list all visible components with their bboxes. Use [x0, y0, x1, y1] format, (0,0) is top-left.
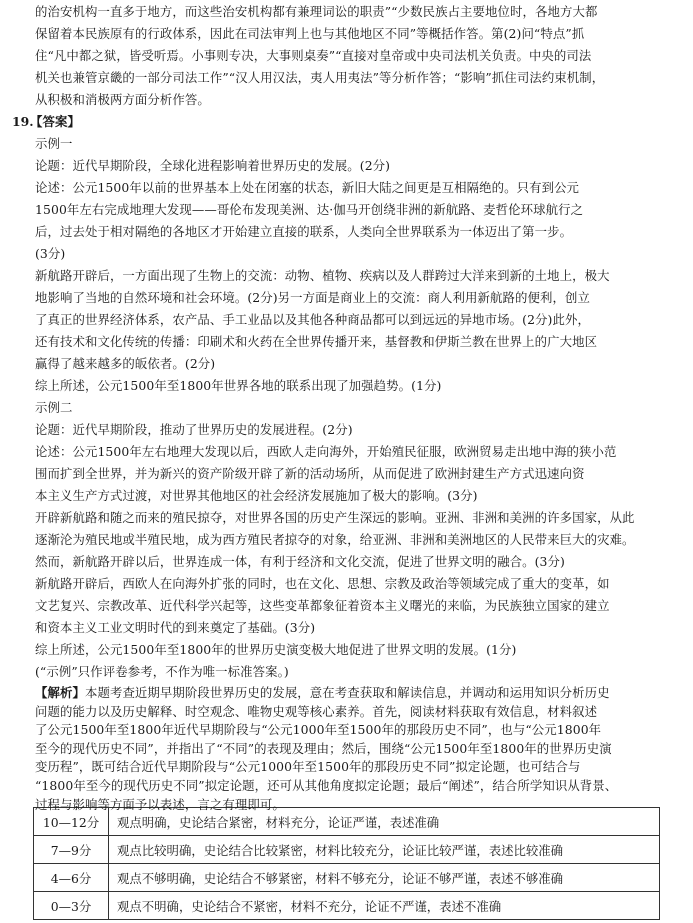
text-line: 问题的能力以及历史解释、时空观念、唯物史观等核心素养。首先，阅读材料获取有效信息，材料叙述 — [35, 703, 598, 719]
criteria-cell: 观点不够明确，史论结合不够紧密，材料不够充分，论证不够严谨，表述不够准确 — [109, 864, 660, 892]
grading-table — [33, 807, 660, 920]
question-number: 19. — [12, 114, 34, 129]
text-line: 变历程”，既可结合近代早期阶段与“公元1000年至1500年的那段历史不同”拟定论题，也可结合与 — [35, 759, 581, 775]
text-line: 和资本主义工业文明时代的到来奠定了基础。(3分) — [35, 620, 316, 635]
text-line: 论述：公元1500年以前的世界基本上处在闭塞的状态，新旧大陆之间更是互相隔绝的。只有到公元 — [35, 180, 580, 195]
text-line: 从积极和消极两方面分析作答。 — [35, 92, 210, 107]
text-line: 住“凡中都之狱，皆受听焉。小事则专决，大事则桌奏”“直接对皇帝或中央司法机关负责。中央的司法 — [35, 48, 592, 63]
criteria-cell: 观点不明确，史论结合不紧密，材料不充分，论证不严谨，表述不准确 — [109, 892, 660, 920]
text-line: 了公元1500年至1800年近代早期阶段与“公元1000年至1500年的那段历史不同”，也与“公元1800年 — [35, 722, 602, 738]
analysis-text: 本题考查近期早期阶段世界历史的发展，意在考查获取和解读信息，并调动和运用知识分析历史 — [84, 685, 610, 700]
text-line: 还有技术和文化传统的传播：印刷术和火药在全世界传播开来，基督教和伊斯兰教在世界上的广大地区 — [35, 334, 598, 349]
text-line: 新航路开辟后，西欧人在向海外扩张的同时，也在文化、思想、宗教及政治等领域完成了重大的变革，如 — [35, 576, 610, 591]
text-line: 逐渐沦为殖民地或半殖民地，成为西方殖民者掠夺的对象，给亚洲、非洲和美洲地区的人民带来巨大的灾难。 — [35, 532, 635, 547]
analysis-label: 【解析】 — [35, 685, 85, 700]
text-line: 过程与影响等方面予以表述，言之有理即可。 — [35, 796, 285, 812]
text-line: 综上所述，公元1500年至1800年的世界历史演变极大地促进了世界文明的发展。(1分) — [35, 642, 517, 657]
table-row — [34, 892, 660, 920]
note-line: (“示例”只作评卷参考，不作为唯一标准答案。) — [35, 664, 289, 679]
answer-label: 【答案】 — [30, 114, 80, 129]
text-line: 然而，新航路开辟以后，世界连成一体，有利于经济和文化交流，促进了世界文明的融合。(3分) — [35, 554, 565, 569]
score-cell: 4—6分 — [34, 864, 109, 892]
text-line: 1500年左右完成地理大发现——哥伦布发现美洲、达·伽马开创绕非洲的新航路、麦哲伦环球航行之 — [35, 202, 584, 217]
example-label: 示例二 — [35, 400, 73, 415]
criteria-cell: 观点比较明确，史论结合比较紧密，材料比较充分，论证比较严谨，表述比较准确 — [109, 836, 660, 864]
text-line: 论题：近代早期阶段，推动了世界历史的发展进程。(2分) — [35, 422, 353, 437]
text-line: 的治安机构一直多于地方，而这些治安机构都有兼理词讼的职责”“少数民族占主要地位时，各地方大都 — [35, 4, 598, 19]
text-line: 围而扩到全世界，并为新兴的资产阶级开辟了新的活动场所，从而促进了欧洲封建生产方式迅速向资 — [35, 466, 585, 481]
table-row — [34, 864, 660, 892]
text-line: 文艺复兴、宗教改革、近代科学兴起等，这些变革都象征着资本主义曙光的来临，为民族独立国家的建立 — [35, 598, 610, 613]
text-line: 综上所述，公元1500年至1800年世界各地的联系出现了加强趋势。(1分) — [35, 378, 442, 393]
text-line: 至今的现代历史不同”，并指出了“不同”的表现及理由；然后，围绕“公元1500年至1800年的世界历史演 — [35, 740, 612, 756]
text-line: 论题：近代早期阶段，全球化进程影响着世界历史的发展。(2分) — [35, 158, 391, 173]
analysis-first-line — [35, 684, 663, 702]
score-cell: 7—9分 — [34, 836, 109, 864]
criteria-cell: 观点明确，史论结合紧密，材料充分，论证严谨，表述准确 — [109, 808, 660, 836]
text-line: 后，过去处于相对隔绝的各地区才开始建立直接的联系，人类向全世界联系为一体迈出了第一步。 — [35, 224, 573, 239]
text-line: 保留着本民族原有的行政体系，因此在司法审判上也与其他地区不同”等概括作答。第(2)问“特点”抓 — [35, 26, 585, 41]
text-line: 了真正的世界经济体系，农产品、手工业品以及其他各种商品都可以到远远的异地市场。(2分)此外， — [35, 312, 590, 327]
text-line: 机关也兼管京畿的一部分司法工作”“汉人用汉法，夷人用夷法”等分析作答；“影响”抓住司法约束机制， — [35, 70, 605, 85]
text-line: 地影响了当地的自然环境和社会环境。(2分)另一方面是商业上的交流：商人利用新航路的便利，创立 — [35, 290, 590, 305]
score-cell: 0—3分 — [34, 892, 109, 920]
text-line: “1800年至今的现代历史不同”拟定论题，还可从其他角度拟定论题；最后“阐述”，结合所学知识从背景、 — [35, 778, 618, 793]
score-cell: 10—12分 — [34, 808, 109, 836]
text-line: 新航路开辟后，一方面出现了生物上的交流：动物、植物、疾病以及人群跨过大洋来到新的土地上，极大 — [35, 268, 610, 283]
example-label: 示例一 — [35, 136, 73, 151]
text-line: 赢得了越来越多的皈依者。(2分) — [35, 356, 216, 371]
text-line: (3分) — [35, 246, 66, 261]
text-line: 开辟新航路和随之而来的殖民掠夺，对世界各国的历史产生深远的影响。亚洲、非洲和美洲的许多国家，从此 — [35, 510, 635, 525]
table-row — [34, 836, 660, 864]
text-line: 论述：公元1500年左右地理大发现以后，西欧人走向海外，开始殖民征服，欧洲贸易走出地中海的狭小范 — [35, 444, 617, 459]
text-line: 本主义生产方式过渡，对世界其他地区的社会经济发展施加了极大的影响。(3分) — [35, 488, 478, 503]
